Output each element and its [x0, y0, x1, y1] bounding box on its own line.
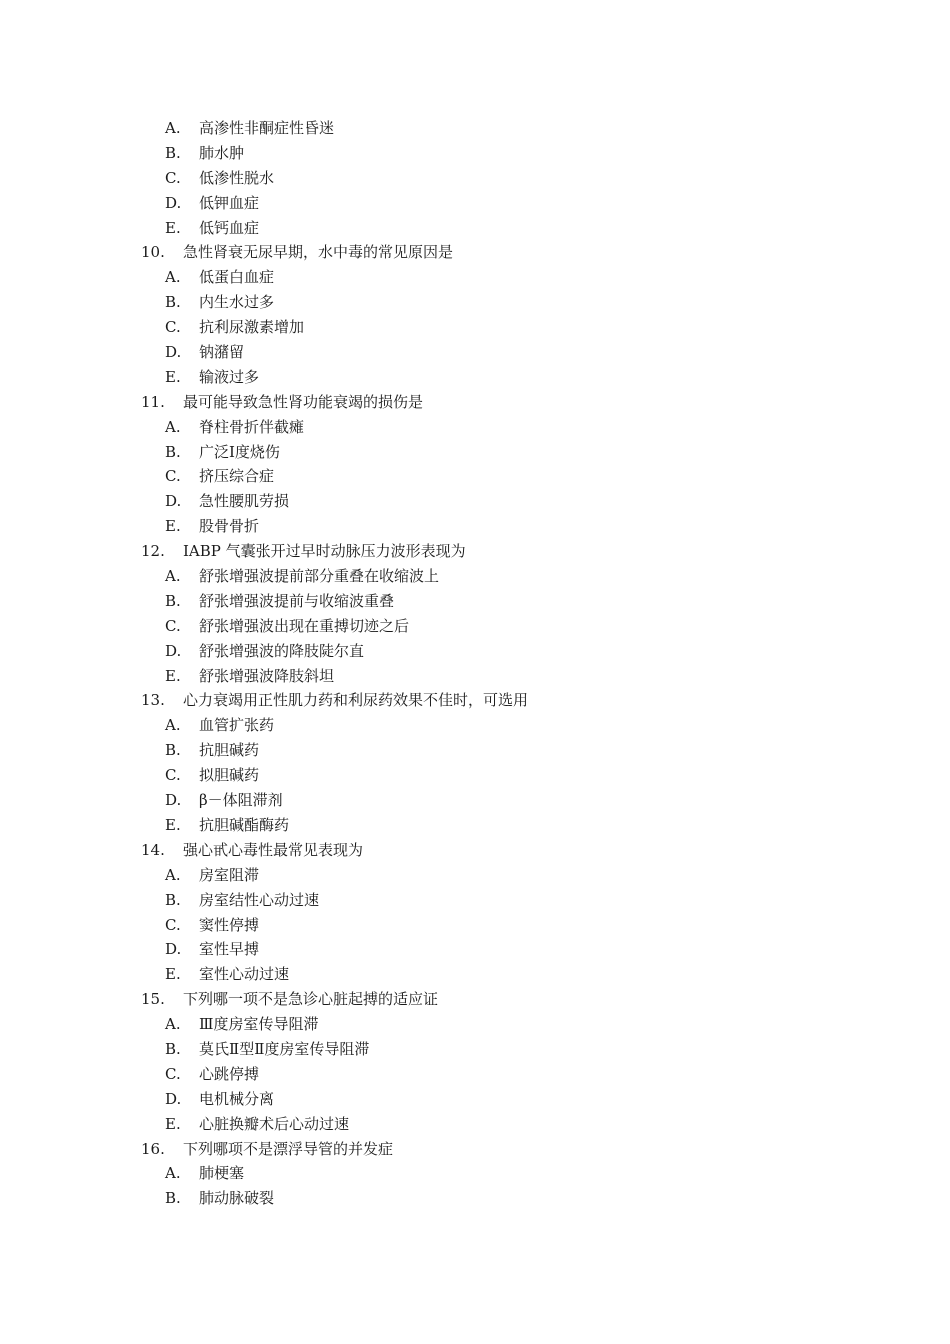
option-text: 高渗性非酮症性昏迷 [199, 119, 335, 137]
option-line [0, 962, 950, 987]
option-text: 心脏换瓣术后心动过速 [199, 1114, 350, 1133]
option-line [0, 265, 950, 290]
option-letter: C. [165, 616, 181, 635]
option-line [0, 1012, 950, 1037]
question-text: 强心甙心毒性最常见表现为 [183, 840, 364, 859]
question-line [0, 688, 950, 713]
option-text: 窦性停搏 [199, 915, 260, 934]
option-letter: A. [165, 268, 181, 287]
option-text: Ⅲ度房室传导阻滞 [199, 1015, 319, 1034]
option-letter: E. [165, 965, 181, 984]
question-line [0, 838, 950, 863]
option-line [0, 813, 950, 838]
question-text: 最可能导致急性肾功能衰竭的损伤是 [183, 392, 424, 411]
option-letter: E. [165, 1114, 181, 1133]
option-letter: C. [165, 318, 181, 337]
option-letter: E. [165, 666, 181, 685]
option-letter: C. [165, 766, 181, 785]
option-text: β－体阻滞剂 [199, 791, 283, 810]
option-line [0, 116, 950, 141]
question-number: 14. [141, 840, 165, 859]
option-text: 室性心动过速 [199, 965, 290, 984]
option-line [0, 614, 950, 639]
option-text: 拟胆碱药 [199, 766, 260, 785]
option-line [0, 191, 950, 216]
option-line [0, 937, 950, 962]
option-text: 血管扩张药 [199, 716, 275, 735]
question-number: 13. [141, 691, 165, 710]
option-line [0, 1161, 950, 1186]
option-letter: A. [165, 417, 181, 436]
option-text: 抗利尿激素增加 [199, 318, 305, 337]
option-line [0, 1062, 950, 1087]
option-letter: C. [165, 1064, 181, 1083]
question-text: 下列哪一项不是急诊心脏起搏的适应证 [183, 990, 439, 1009]
option-text: 舒张增强波提前与收缩波重叠 [199, 591, 395, 610]
option-text: 脊柱骨折伴截瘫 [199, 417, 305, 436]
option-text: 急性腰肌劳损 [199, 492, 290, 511]
option-letter: C. [165, 915, 181, 934]
option-line [0, 1186, 950, 1211]
option-letter: D. [165, 791, 182, 810]
option-line [0, 340, 950, 365]
option-letter: D. [165, 492, 182, 511]
option-text: 舒张增强波的降肢陡尔直 [199, 641, 365, 660]
option-letter: B. [165, 1039, 181, 1058]
option-line [0, 664, 950, 689]
option-letter: B. [165, 890, 181, 909]
document-page [0, 116, 950, 1211]
option-line [0, 440, 950, 465]
question-number: 11. [141, 392, 165, 411]
option-text: 舒张增强波出现在重搏切迹之后 [199, 616, 410, 635]
option-text: 低钙血症 [199, 218, 260, 237]
option-letter: E. [165, 367, 181, 386]
question-text: 心力衰竭用正性肌力药和利尿药效果不佳时，可选用 [183, 691, 529, 710]
question-text: 急性肾衰无尿早期，水中毒的常见原因是 [183, 243, 454, 262]
option-letter: E. [165, 218, 181, 237]
option-text: 抗胆碱酯酶药 [199, 815, 290, 834]
option-text: 舒张增强波降肢斜坦 [199, 666, 335, 685]
option-text: 内生水过多 [199, 293, 275, 312]
question-line [0, 240, 950, 265]
option-letter: D. [165, 193, 182, 212]
option-letter: D. [165, 343, 182, 362]
option-line [0, 1087, 950, 1112]
option-text: 钠潴留 [199, 343, 245, 362]
option-text: 电机械分离 [199, 1089, 275, 1108]
option-text: 舒张增强波提前部分重叠在收缩波上 [199, 567, 440, 586]
option-letter: C. [165, 467, 181, 486]
option-letter: B. [165, 143, 181, 162]
option-line [0, 564, 950, 589]
option-letter: B. [165, 293, 181, 312]
option-letter: A. [165, 119, 181, 137]
option-text: 低蛋白血症 [199, 268, 275, 287]
question-number: 15. [141, 990, 165, 1009]
option-text: 房室结性心动过速 [199, 890, 320, 909]
option-line [0, 489, 950, 514]
question-number: 10. [141, 243, 165, 262]
option-line [0, 738, 950, 763]
question-line [0, 539, 950, 564]
option-letter: D. [165, 1089, 182, 1108]
option-letter: B. [165, 1189, 181, 1208]
option-text: 房室阻滞 [199, 865, 260, 884]
option-line [0, 365, 950, 390]
option-line [0, 863, 950, 888]
question-text: IABP 气囊张开过早时动脉压力波形表现为 [183, 542, 466, 561]
option-text: 输液过多 [199, 367, 260, 386]
option-text: 肺梗塞 [199, 1164, 245, 1183]
option-letter: A. [165, 865, 181, 884]
option-line [0, 639, 950, 664]
option-line [0, 1037, 950, 1062]
option-text: 低渗性脱水 [199, 168, 275, 187]
option-letter: A. [165, 716, 181, 735]
option-line [0, 888, 950, 913]
option-text: 抗胆碱药 [199, 741, 260, 760]
option-text: 心跳停搏 [199, 1064, 260, 1083]
option-letter: D. [165, 641, 182, 660]
option-letter: A. [165, 1164, 181, 1183]
question-line [0, 390, 950, 415]
question-number: 16. [141, 1139, 165, 1158]
option-letter: A. [165, 1015, 181, 1034]
option-line [0, 141, 950, 166]
option-line [0, 415, 950, 440]
option-letter: A. [165, 567, 181, 586]
option-text: 挤压综合症 [199, 467, 275, 486]
option-text: 莫氏Ⅱ型Ⅱ度房室传导阻滞 [199, 1039, 370, 1058]
option-text: 室性早搏 [199, 940, 260, 959]
option-line [0, 514, 950, 539]
option-line [0, 788, 950, 813]
option-line [0, 464, 950, 489]
option-text: 肺水肿 [199, 143, 245, 162]
option-line [0, 166, 950, 191]
option-line [0, 589, 950, 614]
option-letter: B. [165, 591, 181, 610]
option-text: 肺动脉破裂 [199, 1189, 275, 1208]
option-letter: D. [165, 940, 182, 959]
option-line [0, 763, 950, 788]
option-line [0, 1112, 950, 1137]
option-text: 广泛Ⅰ度烧伤 [199, 442, 280, 461]
option-text: 股骨骨折 [199, 517, 260, 536]
question-line [0, 987, 950, 1012]
option-letter: B. [165, 442, 181, 461]
question-text: 下列哪项不是漂浮导管的并发症 [183, 1139, 394, 1158]
question-number: 12. [141, 542, 165, 561]
option-letter: B. [165, 741, 181, 760]
option-text: 低钾血症 [199, 193, 260, 212]
option-line [0, 290, 950, 315]
option-line [0, 315, 950, 340]
option-line [0, 913, 950, 938]
option-letter: E. [165, 815, 181, 834]
option-letter: E. [165, 517, 181, 536]
option-letter: C. [165, 168, 181, 187]
question-line [0, 1137, 950, 1162]
option-line [0, 216, 950, 241]
option-line [0, 713, 950, 738]
